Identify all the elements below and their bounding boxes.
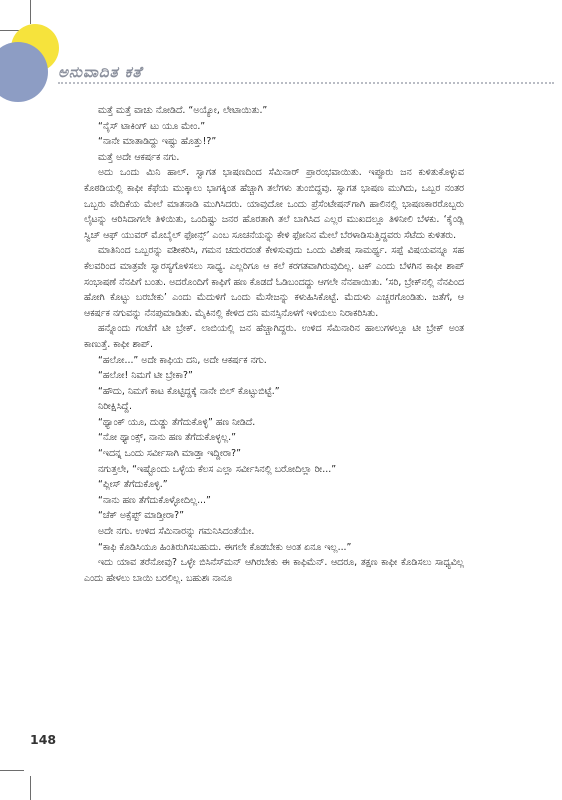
- paragraph: ಇದು ಯಾವ ತರೆನೋವು? ಒಳ್ಳೇ ಬಿಸಿನೆಸ್‌ಮನ್ ಆಗಿರಬೇಕು ಈ ಕಾಫಿಮೆನ್. ಆದರೂ, ತಕ್ಷಣ ಕಾಫೀ ಕೊಡಿಸಲು ಸಾಧ್ಯವಿಲ್ಲ ಎಂದು ಹೇಳಲು ಬಾಯಿ ಬರಲಿಲ್ಲ. ಬಹುಶಃ ನಾನೂ: [84, 557, 464, 584]
- page-number: 148: [30, 732, 57, 747]
- paragraph: ಮತ್ತೆ ಮತ್ತೆ ವಾಚು ನೋಡಿದೆ. “ಅಯ್ಯೋ, ಲೇಟಾಯಿತು.”: [98, 105, 268, 116]
- paragraph: ಮತ್ತೆ ಅದೇ ಆಕರ್ಷಕ ನಗು.: [98, 151, 180, 163]
- paragraph: “ನೈಸ್ ಟಾಕಿಂಗ್ ಟು ಯೂ ಮೇಂ.”: [98, 120, 206, 132]
- paragraph: “ನೋ ಥ್ಯಾಂಕ್ಸ್, ನಾನು ಹಣ ತೆಗೆದುಕೊಳ್ಳಲ್ಲ.”: [98, 432, 236, 444]
- paragraph: ನಿರೀಕ್ಷಿಸಿದ್ದೆ.: [98, 401, 132, 413]
- paragraph: “ಹೌದು, ನಿಮಗೆ ಕಾಟ ಕೊಟ್ಟಿದ್ದಕ್ಕೆ ನಾನೇ ಬಿಲ್ ಕೊಟ್ಟುಬಿಟ್ಟೆ.”: [98, 385, 280, 397]
- paragraph: “ಕಾಫಿ ಕೊಡಿಸಿಯೂ ಹಿಂತಿರುಗಿಸಬಹುದು. ಈಗಲೇ ಕೊಡಬೇಕು ಅಂತ ಏನೂ ಇಲ್ಲ...”: [98, 541, 352, 553]
- paragraph: “ಚೆಕ್ ಅಕ್ಸೆಪ್ಟ್ ಮಾಡ್ತೀರಾ?”: [98, 510, 184, 522]
- section-title: ಅನುವಾದಿತ ಕತೆ: [58, 63, 143, 81]
- paragraph: “ಪ್ಲೀಸ್ ತೆಗೆದುಕೊಳ್ಳಿ.”: [98, 479, 168, 491]
- dotted-rule: [58, 82, 554, 84]
- paragraph: ಅದೇ ನಗು. ಉಳಿದ ಸೆಮಿನಾರನ್ನು ಗಮನಿಸಿದಂತೆಯೇ.: [98, 526, 255, 538]
- paragraph: ಹನ್ನೊಂದು ಗಂಟೆಗೆ ಟೀ ಬ್ರೇಕ್. ಲಾಬಿಯಲ್ಲಿ ಜನ ಹೆಚ್ಚಾಗಿದ್ದರು. ಉಳಿದ ಸೆಮಿನಾರಿನ ಹಾಲುಗಳಲ್ಲೂ ಟೀ ಬ್ರೇಕ್ ಅಂತ ಕಾಣುತ್ತೆ. ಕಾಫೀ ಶಾಪ್.: [84, 323, 464, 350]
- story-body: [84, 103, 464, 586]
- crop-mark-bottom-horizontal: [0, 770, 24, 771]
- crop-mark-bottom-vertical: [30, 776, 31, 800]
- paragraph: “ಹಲೋ! ನಿಮಗೆ ಟೀ ಬ್ರೇಕಾ?”: [98, 370, 193, 382]
- paragraph: “ನಾನೇ ಮಾತಾಡಿದ್ದು ಇಷ್ಟು ಹೊತ್ತು!?”: [98, 136, 217, 148]
- decorative-circles: [0, 0, 120, 110]
- paragraph: ಅದು ಒಂದು ಮಿನಿ ಹಾಲ್. ಸ್ವಾಗತ ಭಾಷಣದಿಂದ ಸೆಮಿನಾರ್ ಪ್ರಾರಂಭವಾಯಿತು. ಇಪ್ಪೂರು ಜನ ಕುಳಿತುಕೊಳ್ಳುವ ಕೊಠಡಿಯಲ್ಲಿ ಕಾಫೀ ಕೆಫೆಯ ಮುಕ್ಕಾಲು ಭಾಗಕ್ಕಿಂತ ಹೆಚ್ಚಾಗಿ ತಲೆಗಳು ತುಂಬಿದ್ದವು. ಸ್ವಾಗತ ಭಾಷಣ ಮುಗಿದು, ಒಬ್ಬರ ನಂತರ ಒಬ್ಬರು ವೇದಿಕೆಯ ಮೇಲೆ ಮಾತನಾಡಿ ಮುಗಿಸಿದರು. ಯಾವುದೋ ಒಂದು ಪ್ರೆಸೆಂಟೇಷನ್‌ಗಾಗಿ ಹಾಲಿನಲ್ಲಿ ಭಾಷಣಕಾರರೊಬ್ಬರು ಲೈಟನ್ನು ಆರಿಸಿದಾಗಲೇ ತಿಳಿಯಿತು, ಒಂದಿಷ್ಟು ಜನರ ಹೊರತಾಗಿ ತಲೆ ಬಾಗಿಸಿದ ಎಲ್ಲರ ಮುಖದಲ್ಲೂ ತಿಳಿನೀಲಿ ಬೆಳಕು. ‘ಕೈಂಡ್ಲಿ ಸ್ವಿಚ್ ಆಫ್ ಯುವರ್ ಮೊಬೈಲ್ ಫೋನ್ಸ್’ ಎಂಬ ಸೂಚನೆಯನ್ನು ಕೇಳಿ ಫೋನಿನ ಮೇಲೆ ಬೆರಳಾಡಿಸುತ್ತಿದ್ದವರು ಸೆಟೆದು ಕುಳಿತರು.: [84, 167, 464, 241]
- paragraph: “ಥ್ಯಾಂಕ್ ಯೂ, ದುಡ್ಡು ತೆಗೆದುಕೊಳ್ಳಿ” ಹಣ ನೀಡಿದೆ.: [98, 416, 256, 428]
- paragraph: ಮಾತಿನಿಂದ ಒಬ್ಬರನ್ನು ವಶೀಕರಿಸಿ, ಗಮನ ಚದುರದಂತೆ ಕೇಳಿಸುವುದು ಒಂದು ವಿಶೇಷ ಸಾಮರ್ಥ್ಯ. ಸಪ್ಪೆ ವಿಷಯವನ್ನೂ ಸಹ ಕೆಲವರಿಂದ ಮಾತ್ರವೇ ಸ್ವಾರಸ್ಯಗೊಳಿಸಲು ಸಾಧ್ಯ. ಎಲ್ಲರಿಗೂ ಆ ಕಲೆ ಕರಗತವಾಗಿರುವುದಿಲ್ಲ. ಟಕ್ ಎಂದು ಬೆಳಗಿನ ಕಾಫೀ ಶಾಪ್ ಸಂಭಾಷಣೆ ನೆನಪಿಗೆ ಬಂತು. ಅದರೊಂದಿಗೆ ಕಾಫಿಗೆ ಹಣ ಕೊಡದೆ ಓಡಿಬಂದದ್ದು ಆಗಲೇ ನೆನಪಾಯಿತು. ‘ಸರಿ, ಬ್ರೇಕ್‌ನಲ್ಲಿ ನೆನಪಿಂದ ಹೋಗಿ ಕೊಟ್ಟು ಬರಬೇಕು’ ಎಂದು ಮೆದುಳಿಗೆ ಒಂದು ಮೆಸೇಜನ್ನು ಕಳುಹಿಸಿಕೊಟ್ಟೆ. ಮೆದುಳು ಎಚ್ಚರಗೊಂಡಿತು. ಜತೆಗೆ, ಆ ಆಕರ್ಷಕ ನಗುವನ್ನು ನೆನಪುಮಾಡಿತು. ಮೈಕಿನಲ್ಲಿ ಕೇಳಿದ ದನಿ ಮನಸ್ಸಿನೊಳಗೆ ಇಳಿಯಲು ನಿರಾಕರಿಸಿತು.: [84, 245, 464, 319]
- paragraph: ನಗುತ್ತಲೇ, “ಇಷ್ಟೊಂದು ಒಳ್ಳೆಯ ಕೆಲಸ ಎಲ್ಲಾ ಸರ್ವೀಸಿನಲ್ಲಿ ಬರೋದಿಲ್ಲಾ ರೀ...”: [98, 463, 337, 475]
- paragraph: “ಇದನ್ನ ಒಂದು ಸರ್ವೀಸಾಗಿ ಮಾಡ್ತಾ ಇದ್ದೀರಾ?”: [98, 448, 242, 460]
- paragraph: “ಹಲೋ...” ಅದೇ ಕಾಫಿಯ ದನಿ, ಅದೇ ಆಕರ್ಷಕ ನಗು.: [98, 354, 267, 366]
- paragraph: “ನಾನು ಹಣ ತೆಗೆದುಕೊಳ್ಳೋದಿಲ್ಲ...”: [98, 494, 211, 506]
